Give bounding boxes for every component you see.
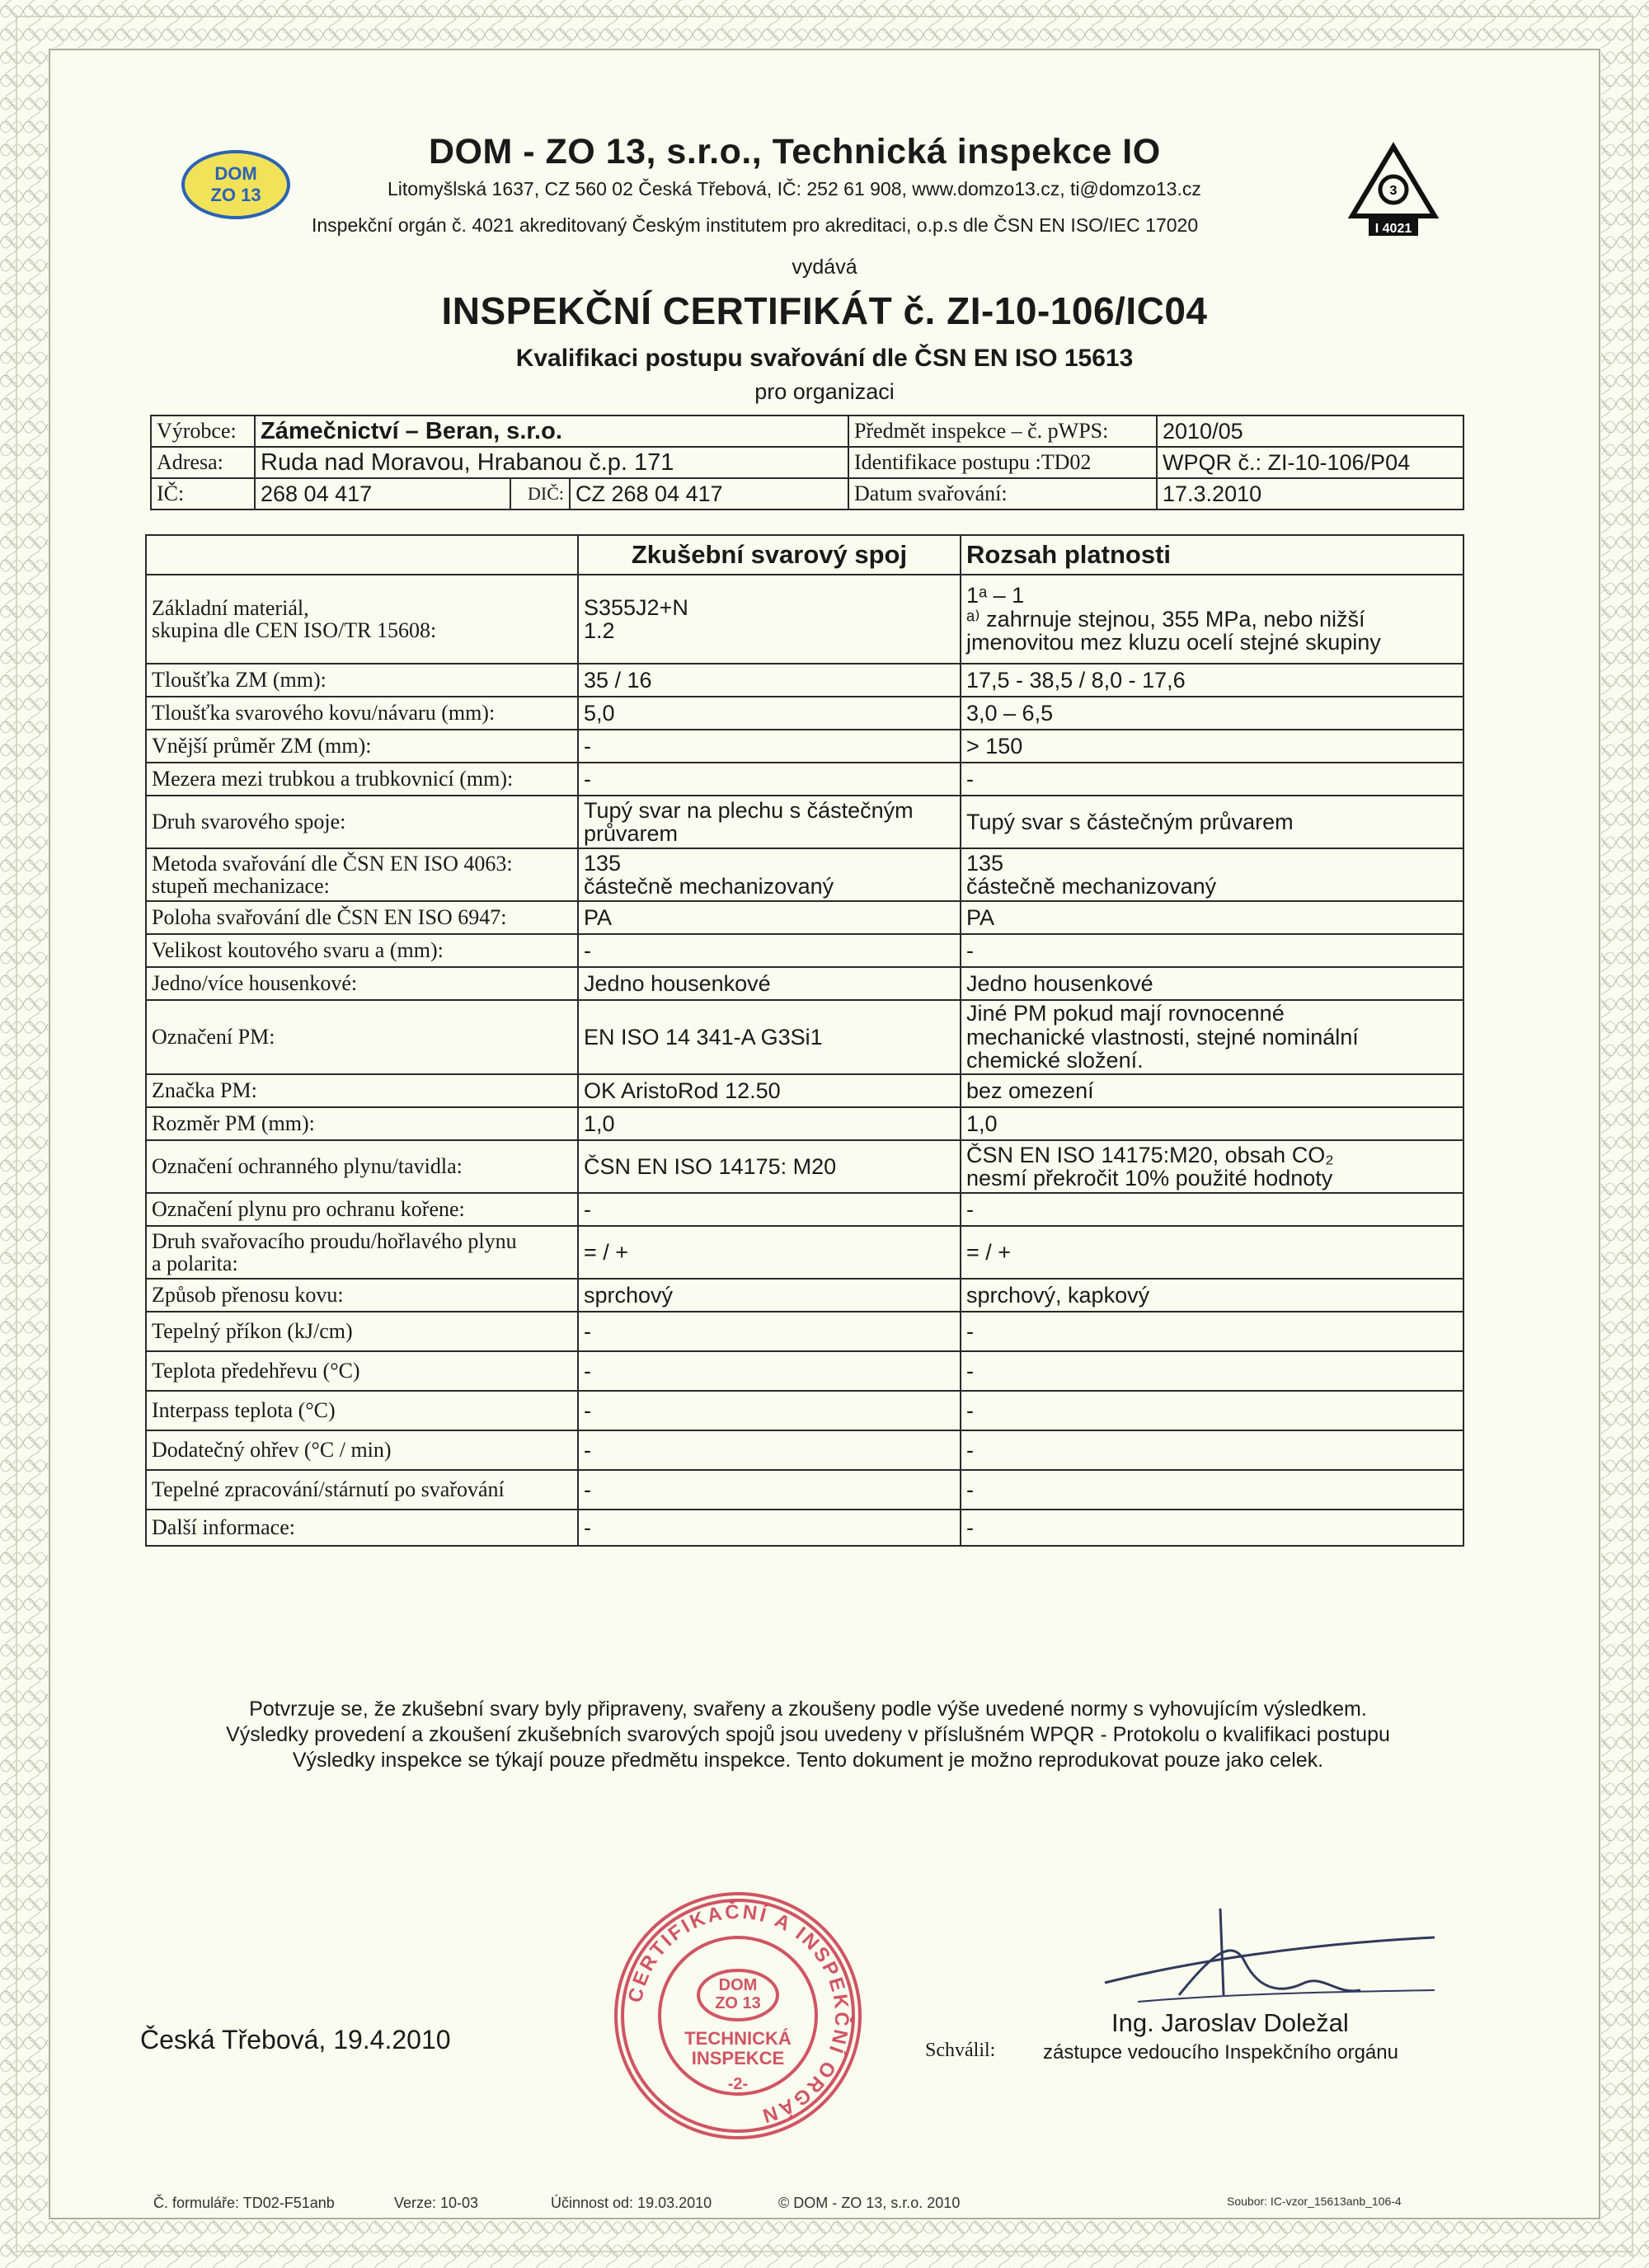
row-range-value — [961, 848, 1463, 901]
row-test-value — [578, 967, 961, 1000]
organization-info-table — [150, 415, 1464, 510]
table-row — [146, 575, 1463, 664]
row-label — [146, 1430, 578, 1470]
svg-text:DOM: DOM — [718, 1976, 758, 1994]
row-label — [146, 730, 578, 763]
row-test-value-line: 1.2 — [584, 618, 615, 643]
svg-text:-2-: -2- — [727, 2075, 749, 2093]
row-test-value-line: 5,0 — [584, 700, 615, 725]
row-range-value-line: - — [966, 766, 974, 791]
table-row — [146, 1312, 1463, 1351]
row-test-value — [578, 901, 961, 934]
row-test-value-line: OK AristoRod 12.50 — [584, 1078, 781, 1103]
row-label-line: Tepelné zpracování/stárnutí po svařování — [152, 1477, 505, 1502]
row-test-value-line: Jedno housenkové — [584, 970, 771, 996]
row-test-value — [578, 1312, 961, 1351]
row-label — [146, 848, 578, 901]
row-label-line: Jedno/více housenkové: — [152, 971, 358, 996]
row-test-value — [578, 1000, 961, 1074]
row-label-line: Způsob přenosu kovu: — [152, 1283, 344, 1308]
dic-value: CZ 268 04 417 — [570, 478, 848, 509]
row-range-value-line: Tupý svar s částečným průvarem — [966, 809, 1294, 834]
row-label — [146, 1470, 578, 1510]
row-test-value — [578, 1430, 961, 1470]
row-test-value — [578, 1226, 961, 1279]
row-range-value — [961, 575, 1463, 664]
row-range-value — [961, 901, 1463, 934]
manufacturer-label: Výrobce: — [151, 416, 255, 447]
row-range-value-line: - — [966, 1477, 974, 1502]
footer-copyright: © DOM - ZO 13, s.r.o. 2010 — [778, 2195, 961, 2211]
row-label — [146, 1312, 578, 1351]
row-test-value-line: Tupý svar na plechu s částečným — [584, 797, 914, 823]
row-label — [146, 901, 578, 934]
row-label — [146, 1279, 578, 1312]
row-range-value — [961, 1140, 1463, 1193]
row-label — [146, 934, 578, 967]
row-range-value-line: nesmí překročit 10% použité hodnoty — [966, 1166, 1333, 1190]
row-test-value-line: 1,0 — [584, 1111, 615, 1136]
table-row — [146, 967, 1463, 1000]
row-label-line: Označení ochranného plynu/tavidla: — [152, 1154, 463, 1179]
footer-version: Verze: 10-03 — [394, 2195, 479, 2211]
signer-name: Ing. Jaroslav Doležal — [1111, 2008, 1349, 2037]
row-range-value — [961, 1510, 1463, 1546]
row-range-value-line: ČSN EN ISO 14175:M20, obsah CO₂ — [966, 1142, 1334, 1167]
row-range-value — [961, 1312, 1463, 1351]
row-label — [146, 697, 578, 730]
row-test-value-line: sprchový — [584, 1282, 674, 1308]
row-test-value-line: částečně mechanizovaný — [584, 874, 834, 899]
row-label-line: Teplota předehřevu (°C) — [152, 1359, 360, 1383]
table-header-row — [146, 535, 1463, 575]
inspection-stamp — [610, 1888, 866, 2144]
svg-text:I 4021: I 4021 — [1374, 222, 1412, 236]
qualification-table — [145, 534, 1464, 1547]
row-label-line: Tepelný příkon (kJ/cm) — [152, 1319, 353, 1344]
row-label — [146, 1140, 578, 1193]
issuer-name: DOM - ZO 13, s.r.o., Technická inspekce IO — [429, 132, 1161, 171]
row-range-value-line: chemické složení. — [966, 1048, 1144, 1073]
table-row — [146, 697, 1463, 730]
svg-text:3: 3 — [1389, 184, 1398, 198]
row-range-value — [961, 1193, 1463, 1226]
row-range-value — [961, 967, 1463, 1000]
place-and-date: Česká Třebová, 19.4.2010 — [140, 2025, 451, 2054]
row-range-value-line: 3,0 – 6,5 — [966, 700, 1054, 725]
row-range-value — [961, 1226, 1463, 1279]
table-row — [146, 730, 1463, 763]
certificate-title: INSPEKČNÍ CERTIFIKÁT č. ZI-10-106/IC04 — [441, 289, 1208, 332]
row-label-line: Označení PM: — [152, 1025, 275, 1049]
issuer-address: Litomyšlská 1637, CZ 560 02 Česká Třebová, IČ: 252 61 908, www.domzo13.cz, ti@domzo13.cz — [388, 178, 1201, 200]
row-range-value-line: mechanické vlastnosti, stejné nominální — [966, 1024, 1359, 1049]
row-test-value — [578, 1193, 961, 1226]
row-test-value-line: - — [584, 937, 591, 963]
row-range-value-line: částečně mechanizovaný — [966, 874, 1217, 899]
ic-label: IČ: — [151, 478, 255, 509]
header-validity-range: Rozsah platnosti — [961, 535, 1463, 575]
table-row — [146, 1510, 1463, 1546]
table-row — [146, 901, 1463, 934]
confirmation-text — [148, 1697, 1468, 1773]
row-test-value — [578, 1140, 961, 1193]
row-label-line: Poloha svařování dle ČSN EN ISO 6947: — [152, 905, 507, 930]
row-range-value-line: 1,0 — [966, 1111, 998, 1136]
table-row — [146, 763, 1463, 796]
row-test-value-line: průvarem — [584, 821, 679, 846]
row-label — [146, 796, 578, 848]
table-row — [146, 1351, 1463, 1391]
row-test-value — [578, 1470, 961, 1510]
row-label-line: Značka PM: — [152, 1078, 257, 1103]
row-test-value-line: S355J2+N — [584, 594, 688, 620]
date-label: Datum svařování: — [848, 478, 1157, 509]
signer-role: zástupce vedoucího Inspekčního orgánu — [1043, 2041, 1398, 2064]
row-label-line: Rozměr PM (mm): — [152, 1111, 315, 1136]
svg-text:INSPEKCE: INSPEKCE — [691, 2048, 785, 2068]
confirmation-line: Potvrzuje se, že zkušební svary byly připraveny, svařeny a zkoušeny podle výše uvedené normy s vyhovujícím výsledkem. — [249, 1697, 1367, 1721]
row-range-value — [961, 763, 1463, 796]
row-range-value-line: - — [966, 1358, 974, 1383]
row-range-value-line: = / + — [966, 1239, 1012, 1265]
row-label-line: stupeň mechanizace: — [152, 874, 330, 898]
row-label-line: Další informace: — [152, 1515, 295, 1540]
accreditation-mark-icon — [1344, 142, 1443, 241]
table-row — [146, 934, 1463, 967]
row-label-line: Tloušťka ZM (mm): — [152, 668, 327, 693]
row-label-line: Dodatečný ohřev (°C / min) — [152, 1438, 392, 1463]
row-label-line: a polarita: — [152, 1251, 238, 1275]
table-row — [146, 1074, 1463, 1107]
row-label-line: Tloušťka svarového kovu/návaru (mm): — [152, 701, 496, 725]
row-range-value — [961, 1430, 1463, 1470]
issuer-accreditation: Inspekční orgán č. 4021 akreditovaný Českým institutem pro akreditaci, o.p.s dle ČSN EN ISO/IEC 17020 — [312, 214, 1199, 236]
row-label-line: Druh svarového spoje: — [152, 810, 346, 834]
row-label-line: Mezera mezi trubkou a trubkovnicí (mm): — [152, 767, 514, 791]
row-label — [146, 1074, 578, 1107]
row-range-value-line: jmenovitou mez kluzu ocelí stejné skupiny — [966, 630, 1381, 655]
row-label-line: Vnější průměr ZM (mm): — [152, 734, 372, 758]
row-range-value-line: 1ᵃ – 1 — [966, 583, 1025, 608]
row-range-value — [961, 796, 1463, 848]
row-label — [146, 967, 578, 1000]
row-test-value — [578, 1510, 961, 1546]
row-test-value-line: ČSN EN ISO 14175: M20 — [584, 1153, 837, 1179]
table-row — [146, 1391, 1463, 1430]
issues-label: vydává — [792, 256, 857, 279]
row-test-value — [578, 1351, 961, 1391]
row-label — [146, 664, 578, 697]
row-test-value-line: - — [584, 1514, 591, 1540]
row-label — [146, 1510, 578, 1546]
certificate-subtitle: Kvalifikaci postupu svařování dle ČSN EN ISO 15613 — [515, 345, 1134, 372]
row-range-value — [961, 1074, 1463, 1107]
dom-zo13-logo — [171, 139, 295, 229]
header-test-joint: Zkušební svarový spoj — [578, 535, 961, 575]
row-test-value-line: PA — [584, 904, 613, 930]
address-value: Ruda nad Moravou, Hrabanou č.p. 171 — [255, 447, 848, 478]
table-row — [146, 1430, 1463, 1470]
row-range-value — [961, 697, 1463, 730]
table-row — [146, 1470, 1463, 1510]
row-label-line: skupina dle CEN ISO/TR 15608: — [152, 618, 437, 642]
row-label-line: Druh svařovacího proudu/hořlavého plynu — [152, 1228, 517, 1253]
row-label — [146, 1391, 578, 1430]
row-range-value-line: PA — [966, 904, 995, 930]
row-test-value-line: - — [584, 1358, 591, 1383]
row-label-line: Základní materiál, — [152, 595, 309, 620]
footer-valid-from: Účinnost od: 19.03.2010 — [551, 2195, 712, 2211]
row-range-value-line: bez omezení — [966, 1078, 1094, 1103]
row-test-value-line: - — [584, 1437, 591, 1463]
row-test-value-line: = / + — [584, 1239, 629, 1265]
table-row — [146, 848, 1463, 901]
row-range-value-line: - — [966, 1196, 974, 1222]
row-label-line: Velikost koutového svaru a (mm): — [152, 938, 444, 963]
certificate-for-label: pro organizaci — [754, 379, 895, 404]
date-value: 17.3.2010 — [1157, 478, 1463, 509]
row-label — [146, 763, 578, 796]
row-label-line: Metoda svařování dle ČSN EN ISO 4063: — [152, 851, 513, 876]
address-label: Adresa: — [151, 447, 255, 478]
table-row — [146, 664, 1463, 697]
row-test-value — [578, 664, 961, 697]
row-label — [146, 1193, 578, 1226]
row-label — [146, 575, 578, 664]
row-range-value-line: ᵃ⁾ zahrnuje stejnou, 355 MPa, nebo nižší — [966, 606, 1365, 632]
footer-form-number: Č. formuláře: TD02-F51anb — [153, 2195, 335, 2211]
row-range-value — [961, 1391, 1463, 1430]
row-test-value-line: - — [584, 766, 591, 791]
row-test-value-line: 35 / 16 — [584, 667, 652, 693]
row-test-value-line: - — [584, 1318, 591, 1344]
row-test-value-line: - — [584, 733, 591, 758]
table-row — [146, 1226, 1463, 1279]
table-row — [146, 1140, 1463, 1193]
svg-text:CERTIFIKAČNÍ A INSPEKČNÍ ORGÁN: CERTIFIKAČNÍ A INSPEKČNÍ ORGÁN — [623, 1900, 853, 2128]
row-range-value — [961, 934, 1463, 967]
row-label — [146, 1351, 578, 1391]
row-range-value-line: sprchový, kapkový — [966, 1282, 1150, 1308]
row-label — [146, 1000, 578, 1074]
row-range-value-line: 135 — [966, 850, 1004, 876]
row-range-value — [961, 1351, 1463, 1391]
manufacturer-value: Zámečnictví – Beran, s.r.o. — [255, 416, 848, 447]
subject-value: 2010/05 — [1157, 416, 1463, 447]
row-label — [146, 1226, 578, 1279]
row-label — [146, 1107, 578, 1140]
table-row — [146, 1000, 1463, 1074]
svg-text:ZO 13: ZO 13 — [715, 1994, 761, 2012]
row-test-value — [578, 575, 961, 664]
row-test-value — [578, 1279, 961, 1312]
row-range-value-line: - — [966, 1318, 974, 1344]
row-range-value-line: > 150 — [966, 733, 1023, 758]
row-label-line: Interpass teplota (°C) — [152, 1398, 336, 1423]
row-test-value — [578, 1391, 961, 1430]
svg-text:DOM: DOM — [214, 163, 257, 184]
dic-label: DIČ: — [510, 478, 570, 509]
row-test-value — [578, 796, 961, 848]
table-row — [146, 796, 1463, 848]
svg-text:TECHNICKÁ: TECHNICKÁ — [684, 2028, 792, 2049]
row-test-value — [578, 763, 961, 796]
ic-value: 268 04 417 — [255, 478, 510, 509]
row-range-value — [961, 1470, 1463, 1510]
row-test-value-line: - — [584, 1477, 591, 1502]
subject-label: Předmět inspekce – č. pWPS: — [848, 416, 1157, 447]
row-range-value-line: Jedno housenkové — [966, 970, 1153, 996]
row-label-line: Označení plynu pro ochranu kořene: — [152, 1197, 465, 1222]
row-range-value-line: - — [966, 1437, 974, 1463]
row-range-value-line: - — [966, 1397, 974, 1423]
row-range-value-line: - — [966, 937, 974, 963]
confirmation-line: Výsledky provedení a zkoušení zkušebních svarových spojů jsou uvedeny v příslušném WPQR - Protokolu o kvalifikaci postupu — [226, 1723, 1390, 1746]
table-row — [146, 1107, 1463, 1140]
table-row — [146, 1279, 1463, 1312]
row-range-value — [961, 1279, 1463, 1312]
table-row — [146, 1193, 1463, 1226]
row-test-value — [578, 697, 961, 730]
row-range-value-line: - — [966, 1514, 974, 1540]
row-test-value — [578, 1107, 961, 1140]
row-range-value-line: Jiné PM pokud mají rovnocenné — [966, 1001, 1285, 1026]
procedure-label: Identifikace postupu :TD02 — [848, 447, 1157, 478]
approved-by-label: Schválil: — [925, 2040, 996, 2061]
row-test-value-line: 135 — [584, 850, 622, 876]
footer-file: Soubor: IC-vzor_15613anb_106-4 — [1227, 2195, 1402, 2208]
row-range-value — [961, 664, 1463, 697]
row-range-value — [961, 1107, 1463, 1140]
row-test-value — [578, 1074, 961, 1107]
confirmation-line: Výsledky inspekce se týkají pouze předmětu inspekce. Tento dokument je možno reprodukovat pouze jako celek. — [292, 1749, 1324, 1772]
procedure-value: WPQR č.: ZI-10-106/P04 — [1157, 447, 1463, 478]
row-test-value-line: EN ISO 14 341-A G3Si1 — [584, 1024, 823, 1049]
row-test-value-line: - — [584, 1196, 591, 1222]
row-test-value — [578, 848, 961, 901]
row-range-value — [961, 730, 1463, 763]
row-test-value — [578, 730, 961, 763]
header-cell-empty — [146, 535, 578, 575]
svg-text:ZO 13: ZO 13 — [210, 185, 261, 205]
row-test-value-line: - — [584, 1397, 591, 1423]
signature — [1088, 1904, 1443, 2012]
row-test-value — [578, 934, 961, 967]
row-range-value — [961, 1000, 1463, 1074]
row-range-value-line: 17,5 - 38,5 / 8,0 - 17,6 — [966, 667, 1186, 693]
